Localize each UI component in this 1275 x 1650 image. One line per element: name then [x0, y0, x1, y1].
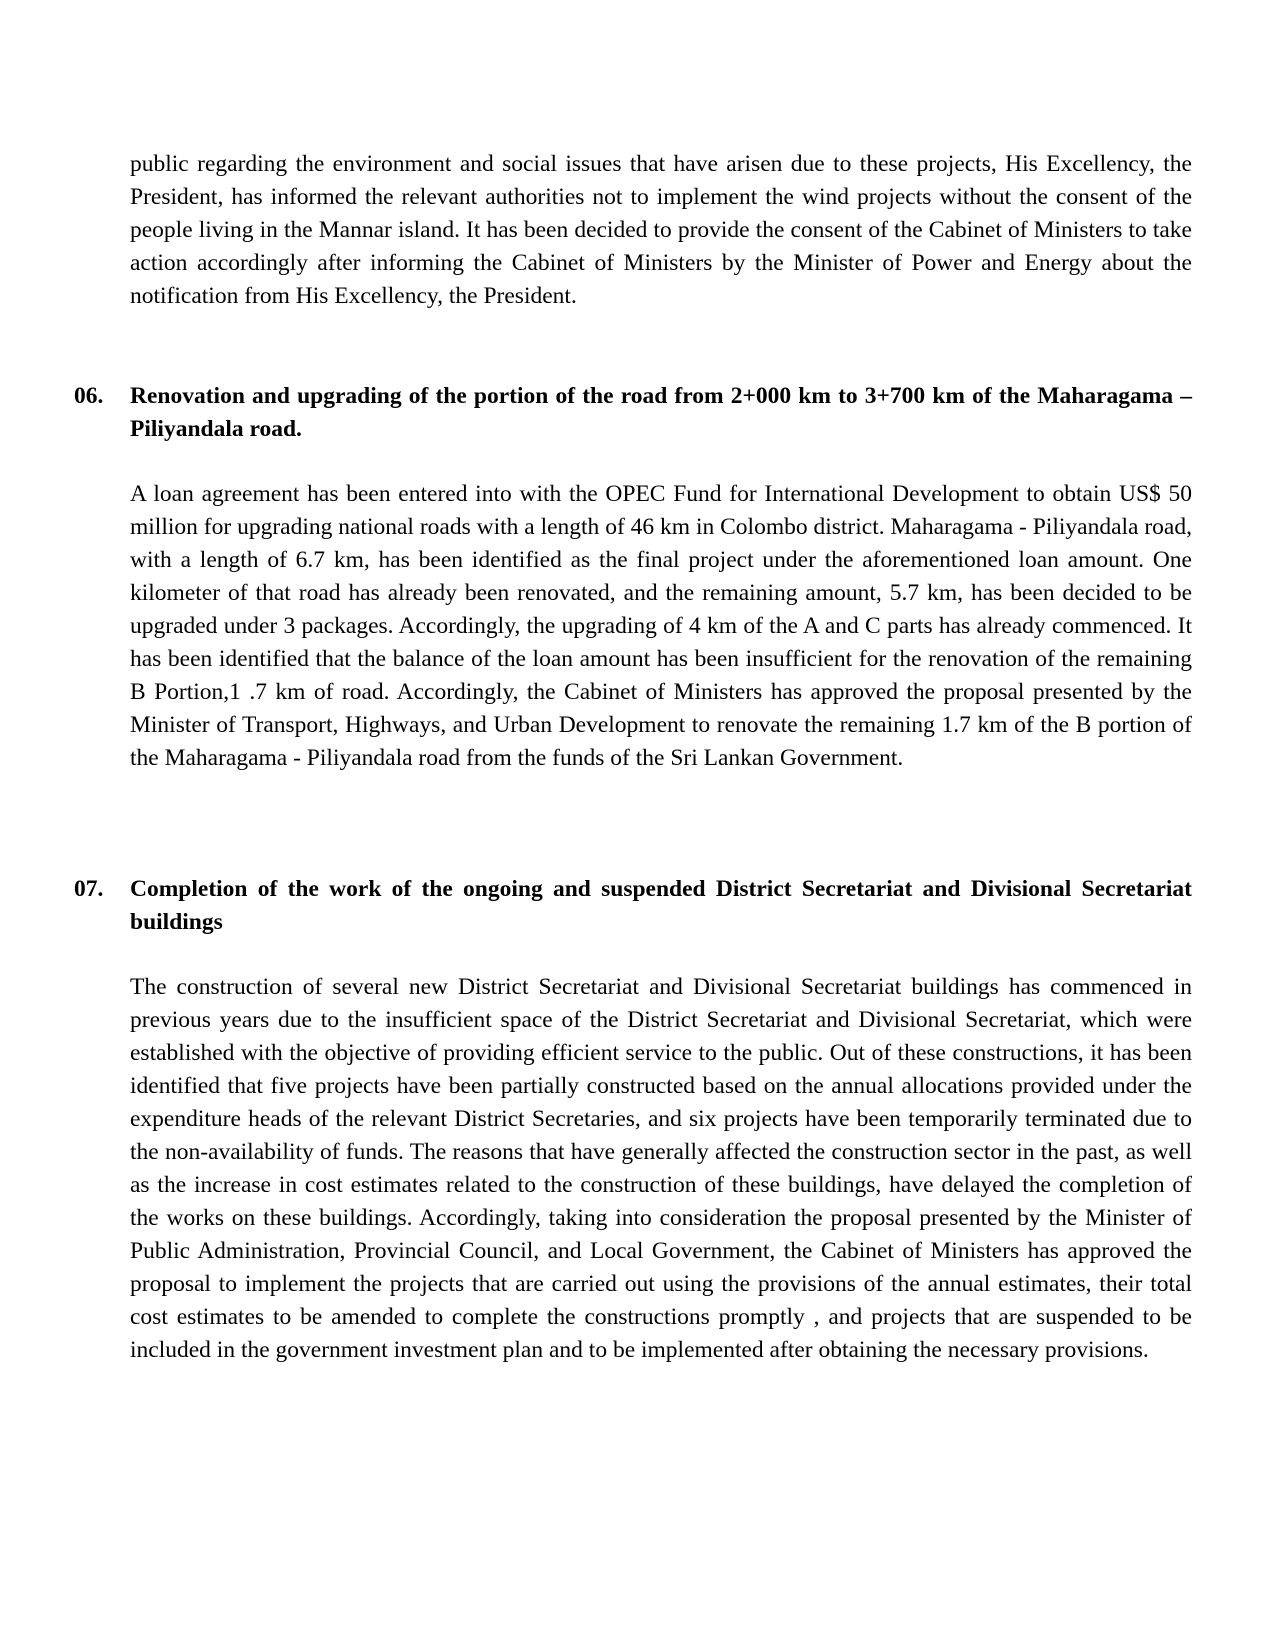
- intro-paragraph: public regarding the environment and social issues that have arisen due to these projects, His Excellency, the President, has informed the relevant authorities not to implement the wind projects without the consent of the people living in the Mannar island. It has been decided to provide the consent of the Cabinet of Ministers to take action accordingly after informing the Cabinet of Ministers by the Minister of Power and Energy about the notification from His Excellency, the President.: [130, 151, 1192, 309]
- item-06-body: A loan agreement has been entered into with the OPEC Fund for International Development to obtain US$ 50 million for upgrading national roads with a length of 46 km in Colombo district. Maharagama - Piliyandala road, with a length of 6.7 km, has been identified as the final project under the aforementioned loan amount. One kilometer of that road has already been renovated, and the remaining amount, 5.7 km, has been decided to be upgraded under 3 packages. Accordingly, the upgrading of 4 km of the A and C parts has already commenced. It has been identified that the balance of the loan amount has been insufficient for the renovation of the remaining B Portion,1 .7 km of road. Accordingly, the Cabinet of Ministers has approved the proposal presented by the Minister of Transport, Highways, and Urban Development to renovate the remaining 1.7 km of the B portion of the Maharagama - Piliyandala road from the funds of the Sri Lankan Government.: [130, 481, 1192, 771]
- item-07-number: 07.: [74, 876, 104, 902]
- item-06-number: 06.: [74, 383, 104, 409]
- item-06-heading: Renovation and upgrading of the portion of the road from 2+000 km to 3+700 km of the Maharagama – Piliyandala road.: [130, 383, 1192, 442]
- item-07-heading: Completion of the work of the ongoing and suspended District Secretariat and Divisional Secretariat buildings: [130, 876, 1192, 935]
- item-07-body: The construction of several new District Secretariat and Divisional Secretariat buildings has commenced in previous years due to the insufficient space of the District Secretariat and Divisional Secretariat, which were established with the objective of providing efficient service to the public. Out of these constructions, it has been identified that five projects have been partially constructed based on the annual allocations provided under the expenditure heads of the relevant District Secretaries, and six projects have been temporarily terminated due to the non-availability of funds. The reasons that have generally affected the construction sector in the past, as well as the increase in cost estimates related to the construction of these buildings, have delayed the completion of the works on these buildings. Accordingly, taking into consideration the proposal presented by the Minister of Public Administration, Provincial Council, and Local Government, the Cabinet of Ministers has approved the proposal to implement the projects that are carried out using the provisions of the annual estimates, their total cost estimates to be amended to complete the constructions promptly , and projects that are suspended to be included in the government investment plan and to be implemented after obtaining the necessary provisions.: [130, 974, 1192, 1363]
